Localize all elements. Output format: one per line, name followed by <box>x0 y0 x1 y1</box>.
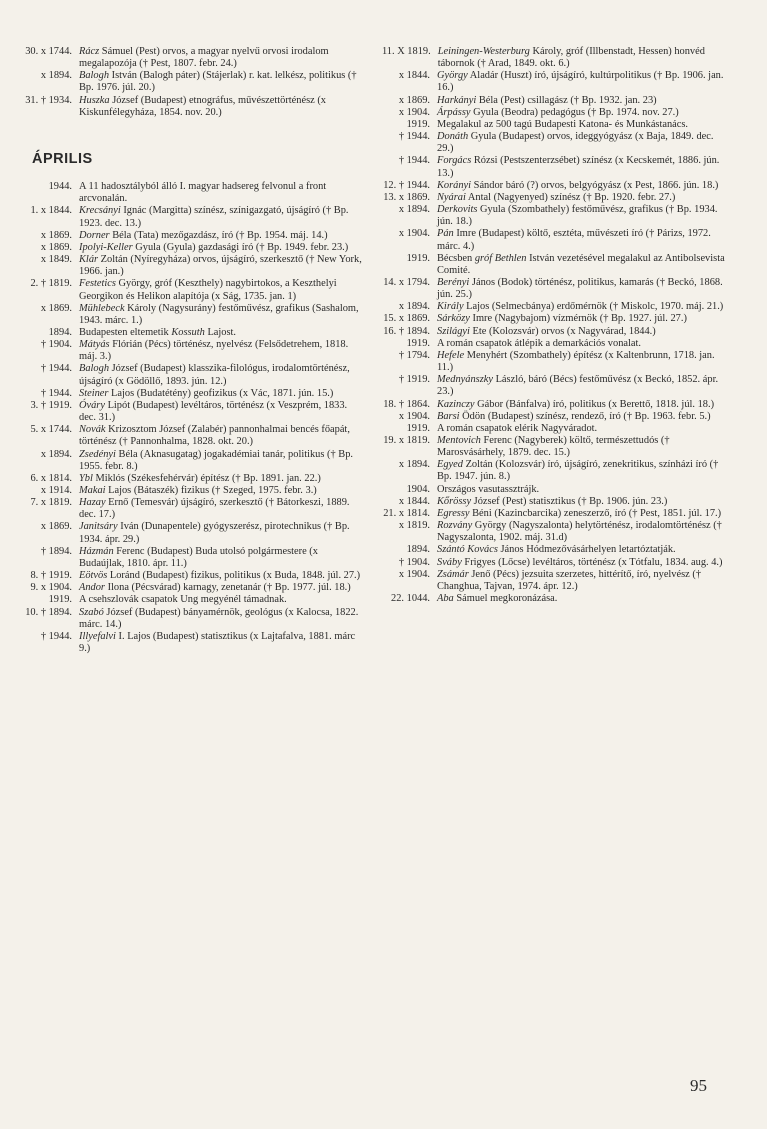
entry-description: László, báró (Bécs) festőművész (x Beckó, 1852. ápr. 23.) <box>437 374 719 398</box>
entry-description: Lajos (Bátaszék) fizikus († Szeged, 1975. febr. 3.) <box>105 485 317 496</box>
chronology-entry <box>24 594 364 606</box>
person-name: Nyárai <box>437 191 466 203</box>
entry-date: 21. x 1814. <box>383 507 430 519</box>
entry-text <box>437 484 727 496</box>
chronology-entry <box>24 521 364 545</box>
chronology-entry <box>382 508 727 520</box>
person-name: Király <box>437 301 464 313</box>
entry-date: 13. x 1869. <box>383 191 430 203</box>
person-name: Korányi <box>437 179 472 191</box>
entry-description: I. Lajos (Budapest) statisztikus (x Lajtafalva, 1881. márc 9.) <box>79 630 356 655</box>
entry-description: Lajost. <box>204 326 237 338</box>
person-name: Zsámár <box>437 568 469 580</box>
entry-text <box>79 631 364 655</box>
entry-date: 11. X 1819. <box>382 46 431 57</box>
entry-description: Ödön (Budapest) színész, rendező, író († Bp. 1963. febr. 5.) <box>459 410 711 422</box>
entry-text <box>79 181 364 205</box>
entry-date: † 1944. <box>398 155 430 167</box>
person-name: Rozvány <box>437 520 473 532</box>
entry-date: x 1914. <box>40 485 72 496</box>
chronology-entry <box>24 46 364 70</box>
chronology-entry <box>24 95 364 119</box>
left-column <box>24 46 364 655</box>
person-name: Janitsáry <box>79 521 118 533</box>
entry-text <box>437 508 727 520</box>
entry-description: Ferenc (Budapest) Buda utolsó polgármestere (x Budaújlak, 1810. ápr. 11.) <box>79 545 318 569</box>
entry-text <box>438 46 727 70</box>
chronology-entry <box>24 278 364 302</box>
person-name: Sárközy <box>437 313 470 325</box>
entry-text <box>79 497 364 521</box>
chronology-entry <box>24 473 364 485</box>
entry-text <box>79 205 364 229</box>
person-name: Forgács <box>437 155 472 167</box>
entry-date: 5. x 1744. <box>30 424 72 436</box>
person-name: gróf Bethlen <box>474 252 527 264</box>
entry-text <box>437 569 727 593</box>
entry-description: Károly, gróf (Illbenstadt, Hessen) honvéd tábornok († Arad, 1849. okt. 6.) <box>437 46 705 70</box>
entry-description: Lajos (Selmecbánya) erdőmérnök († Miskolc, 1970. máj. 21.) <box>463 301 724 313</box>
entry-description: Lajos (Budatétény) geofizikus (x Vác, 1871. jún. 15.) <box>108 387 334 399</box>
chronology-entry <box>382 204 727 228</box>
entry-date: x 1869. <box>40 229 72 241</box>
person-name: Egyed <box>437 459 463 471</box>
person-name: Házmán <box>79 545 114 557</box>
entry-description: József (Budapest) bányamérnök, geológus (x Kalocsa, 1822. márc. 14.) <box>79 606 359 630</box>
entry-text <box>79 400 364 424</box>
person-name: Aba <box>437 593 454 605</box>
entry-text <box>79 95 364 119</box>
entry-date: x 1869. <box>40 521 72 533</box>
entry-text <box>437 411 727 423</box>
entry-text <box>79 254 364 278</box>
person-name: Balogh <box>79 70 110 82</box>
entry-date: † 1944. <box>398 131 430 143</box>
entry-date: x 1894. <box>40 448 72 460</box>
person-name: Ipolyi-Keller <box>79 241 133 253</box>
chronology-entry <box>382 338 727 350</box>
person-name: Derkovits <box>437 204 478 216</box>
entry-date: † 1904. <box>398 556 430 568</box>
entry-description: A 11 hadosztályból álló I. magyar hadsereg felvonul a front arcvonalán. <box>79 181 327 205</box>
entry-text <box>437 228 727 252</box>
entry-description: János Hódmezővásárhelyen letartóztatják. <box>497 544 676 556</box>
entry-text <box>79 327 364 339</box>
chronology-entry <box>24 449 364 473</box>
entry-description: A román csapatok átlépik a demarkációs vonalat. <box>437 337 641 349</box>
person-name: Berényi <box>437 276 470 288</box>
entry-date: 15. x 1869. <box>383 313 430 325</box>
entry-text <box>437 192 727 204</box>
person-name: Dorner <box>79 229 110 241</box>
entry-text <box>79 388 364 400</box>
chronology-entry <box>382 411 727 423</box>
person-name: Hefele <box>437 349 465 361</box>
entry-description: Rózsi (Pestszenterzsébet) színész (x Kecskemét, 1886. jún. 13.) <box>437 155 720 179</box>
chronology-entry <box>24 485 364 497</box>
entry-date: 19. x 1819. <box>383 435 430 446</box>
entry-date: 14. x 1794. <box>383 276 430 288</box>
entry-date: 3. † 1919. <box>30 399 72 411</box>
entry-date: 1944. <box>48 181 72 193</box>
person-name: Szántó Kovács <box>437 544 498 556</box>
entry-description: Gyula (Gyula) gazdasági író († Bp. 1949. febr. 23.) <box>132 241 349 253</box>
chronology-entry <box>382 374 727 398</box>
entry-text <box>437 593 727 605</box>
entry-text <box>79 521 364 545</box>
entry-date: x 1894. <box>398 204 430 216</box>
entry-description: Frigyes (Lőcse) levéltáros, történész (x Tótfalu, 1834. aug. 4.) <box>461 556 723 568</box>
chronology-entry <box>24 607 364 631</box>
entry-date: 1919. <box>406 337 430 349</box>
entry-date: 9. x 1904. <box>30 582 72 594</box>
person-name: Szilágyi <box>437 325 470 337</box>
entry-description: Antal (Nagyenyed) színész († Bp. 1920. febr. 27.) <box>465 191 676 203</box>
chronology-entry <box>382 107 727 119</box>
entry-text <box>437 326 727 338</box>
person-name: Mentovich <box>437 435 481 446</box>
chronology-entry <box>24 181 364 205</box>
person-name: Andor <box>79 582 105 594</box>
entry-text <box>437 155 727 179</box>
chronology-entry <box>24 546 364 570</box>
chronology-entry <box>382 557 727 569</box>
entry-date: 2. † 1819. <box>30 278 72 290</box>
chronology-entry <box>382 192 727 204</box>
entry-date: 18. † 1864. <box>383 398 430 410</box>
entry-date: † 1944. <box>40 387 72 399</box>
entry-date: 1919. <box>406 118 430 130</box>
entry-description: Krizosztom József (Zalabér) pannonhalmai bencés főapát, történész († Pannonhalma, 1828. okt. 20.) <box>79 424 350 448</box>
entry-date: x 1869. <box>40 241 72 253</box>
entry-text <box>437 544 727 556</box>
chronology-entry <box>24 339 364 363</box>
entry-text <box>437 350 727 374</box>
chronology-entry <box>382 313 727 325</box>
entry-text <box>437 301 727 313</box>
entry-date: x 1819. <box>398 520 430 532</box>
entry-description: A csehszlovák csapatok Ung megyénél támadnak. <box>79 594 287 606</box>
entry-date: 22. 1044. <box>391 593 430 605</box>
entry-date: † 1944. <box>40 630 72 642</box>
person-name: Mühlebeck <box>79 302 125 314</box>
chronology-entry <box>382 46 727 70</box>
entry-description: Lipót (Budapest) levéltáros, történész (x Veszprém, 1833. dec. 31.) <box>79 399 348 424</box>
entry-text <box>79 485 364 497</box>
entry-text <box>437 313 727 325</box>
entry-date: † 1894. <box>40 545 72 557</box>
person-name: Óváry <box>79 399 105 411</box>
chronology-entry <box>24 363 364 387</box>
person-name: Steiner <box>79 387 109 399</box>
person-name: György <box>437 70 468 82</box>
person-name: Huszka <box>79 94 110 106</box>
entry-text <box>437 95 727 107</box>
person-name: Ybl <box>79 472 93 484</box>
entry-text <box>79 424 364 448</box>
entry-description: József (Budapest) etnográfus, művészettörténész (x Kiskunfélegyháza, 1854. nov. 20.) <box>79 94 326 118</box>
entry-description: Zoltán (Kolozsvár) író, újságíró, zenekritikus, színházi író († Bp. 1947. jún. 8.) <box>437 459 719 483</box>
entry-date: 1. x 1844. <box>30 205 72 217</box>
right-column <box>382 46 727 605</box>
chronology-entry <box>382 277 727 301</box>
left-entries-top <box>24 46 364 119</box>
person-name: Zsedényi <box>79 448 116 460</box>
entry-description: István vezetésével megalakul az Antibolsevista Comité. <box>437 252 725 276</box>
chronology-entry <box>24 230 364 242</box>
entry-description: Ignác (Margitta) színész, színigazgató, újságíró († Bp. 1923. dec. 13.) <box>79 205 349 229</box>
entry-description: Károly (Nagysurány) festőművész, grafikus (Sashalom, 1943. márc. 1.) <box>79 302 359 326</box>
entry-description: Béla (Aknasugatag) jogakadémiai tanár, politikus († Bp. 1955. febr. 8.) <box>79 448 353 472</box>
entry-text <box>437 119 727 131</box>
chronology-entry <box>24 631 364 655</box>
entry-date: 10. † 1894. <box>25 606 72 618</box>
entry-description: György, gróf (Keszthely) nagybirtokos, a Keszthelyi Georgikon és Helikon alapítója (x Ság, 1735. jan. 1) <box>79 278 337 302</box>
person-name: Klár <box>79 254 99 266</box>
person-name: Festetics <box>79 278 116 290</box>
entry-description: Gyula (Beodra) pedagógus († Bp. 1974. nov. 27.) <box>470 106 679 118</box>
entry-description: György (Nagyszalonta) helytörténész, irodalomtörténész († Nagyszalonta, 1902. máj. 31.d) <box>437 520 722 544</box>
entry-date: 30. x 1744. <box>25 46 72 57</box>
person-name: Szabó <box>79 606 104 618</box>
entry-text <box>437 277 727 301</box>
entry-date: † 1944. <box>40 363 72 375</box>
entry-description: Ferenc (Nagyberek) költő, természettudós († Marosvásárhely, 1879. dec. 15.) <box>437 435 670 459</box>
entry-date: 1919. <box>406 252 430 264</box>
entry-text <box>79 582 364 594</box>
entry-date: x 1894. <box>40 70 72 82</box>
person-name: Árpássy <box>437 106 471 118</box>
page-number: 95 <box>690 1076 707 1095</box>
person-name: Kőrössy <box>437 495 472 507</box>
entry-description: Jenő (Pécs) jezsuita szerzetes, hittérítő, író, nyelvész († Changhua, Tajvan, 1974. ápr. 12.) <box>437 568 702 592</box>
entry-date: x 1904. <box>398 410 430 422</box>
entry-date: x 1894. <box>398 459 430 471</box>
entry-date: x 1844. <box>398 495 430 507</box>
chronology-entry <box>382 484 727 496</box>
chronology-entry <box>24 570 364 582</box>
entry-description: Gyula (Budapest) orvos, ideggyógyász (x Baja, 1849. dec. 29.) <box>437 131 714 155</box>
entry-date: † 1919. <box>398 374 430 386</box>
chronology-entry <box>382 301 727 313</box>
entry-text <box>437 253 727 277</box>
chronology-entry <box>24 400 364 424</box>
entry-date: 6. x 1814. <box>30 472 72 484</box>
entry-date: 1904. <box>406 483 430 495</box>
entry-text <box>79 594 364 606</box>
person-name: Balogh <box>79 363 110 375</box>
entry-text <box>79 449 364 473</box>
chronology-entry <box>382 569 727 593</box>
entry-date: 1894. <box>406 544 430 556</box>
entry-description: István (Balogh páter) (Stájerlak) r. kat. lelkész, politikus († Bp. 1976. júl. 20.) <box>79 70 357 94</box>
entry-description: Országos vasutassztrájk. <box>437 483 540 495</box>
entry-description: Iván (Dunapentele) gyógyszerész, pirotechnikus († Bp. 1934. ápr. 29.) <box>79 521 350 545</box>
entry-text <box>79 363 364 387</box>
person-name: Donáth <box>437 131 469 143</box>
entry-description: Gábor (Bánfalva) író, politikus (x Berettő, 1818. júl. 18.) <box>474 398 715 410</box>
entry-date: x 1869. <box>398 94 430 106</box>
chronology-entry <box>382 131 727 155</box>
person-name: Leiningen-Westerburg <box>437 46 530 57</box>
chronology-entry <box>382 155 727 179</box>
entry-description: Imre (Budapest) költő, esztéta, művészeti író († Párizs, 1972. márc. 4.) <box>437 228 711 252</box>
chronology-entry <box>382 228 727 252</box>
entry-date: 1919. <box>48 594 72 606</box>
chronology-entry <box>24 303 364 327</box>
entry-date: x 1844. <box>398 70 430 82</box>
person-name: Barsi <box>437 410 460 422</box>
entry-text <box>79 473 364 485</box>
entry-text <box>437 496 727 508</box>
chronology-entry <box>382 435 727 459</box>
entry-description: Budapesten eltemetik <box>79 326 172 338</box>
person-name: Sváby <box>437 556 462 568</box>
entry-text <box>437 107 727 119</box>
entry-date: 1919. <box>406 422 430 434</box>
entry-date: x 1849. <box>40 254 72 266</box>
entry-description: József (Pest) statisztikus († Bp. 1906. jún. 23.) <box>471 495 668 507</box>
chronology-entry <box>382 119 727 131</box>
entry-date: x 1894. <box>398 301 430 313</box>
entry-description: Zoltán (Nyíregyháza) orvos, újságíró, szerkesztő († New York, 1966. jan.) <box>79 254 362 278</box>
entry-description: Loránd (Budapest) fizikus, politikus (x Buda, 1848. júl. 27.) <box>107 570 361 582</box>
chronology-entry <box>382 593 727 605</box>
entry-description: Sámuel (Pest) orvos, a magyar nyelvű orvosi irodalom megalapozója († Pest, 1807. febr. 24.) <box>79 46 329 70</box>
chronology-entry <box>24 497 364 521</box>
entry-text <box>437 435 727 459</box>
entry-description: Béla (Tata) mezőgazdász, író († Bp. 1954. máj. 14.) <box>109 229 328 241</box>
entry-text <box>437 180 727 192</box>
entry-description: Ete (Kolozsvár) orvos (x Nagyvárad, 1844.) <box>469 325 656 337</box>
person-name: Egressy <box>437 507 470 519</box>
chronology-entry <box>382 70 727 94</box>
person-name: Eötvös <box>79 570 108 582</box>
chronology-entry <box>382 253 727 277</box>
entry-text <box>79 546 364 570</box>
entry-text <box>437 131 727 155</box>
entry-description: Béla (Pest) csillagász († Bp. 1932. jan. 23) <box>476 94 657 106</box>
entry-date: 12. † 1944. <box>383 179 430 191</box>
entry-text <box>79 303 364 327</box>
entry-description: Miklós (Székesfehérvár) építész († Bp. 1891. jan. 22.) <box>92 472 321 484</box>
entry-text <box>79 46 364 70</box>
entry-date: † 1794. <box>398 349 430 361</box>
person-name: Illyefalvi <box>79 630 116 642</box>
chronology-entry <box>24 327 364 339</box>
entry-date: † 1904. <box>40 339 72 351</box>
entry-text <box>79 278 364 302</box>
entry-description: Ilona (Pécsvárad) karnagy, zenetanár († Bp. 1977. júl. 18.) <box>104 582 351 594</box>
entry-text <box>437 423 727 435</box>
entry-description: Ernő (Temesvár) újságíró, szerkesztő († Bátorkeszi, 1889. dec. 17.) <box>79 497 350 521</box>
chronology-entry <box>24 424 364 448</box>
entry-text <box>79 570 364 582</box>
chronology-entry <box>382 350 727 374</box>
entry-text <box>437 557 727 569</box>
entry-date: x 1869. <box>40 302 72 314</box>
entry-date: x 1904. <box>398 568 430 580</box>
person-name: Hazay <box>79 497 106 509</box>
entry-text <box>79 607 364 631</box>
entry-text <box>437 70 727 94</box>
left-entries-bottom <box>24 181 364 655</box>
chronology-entry <box>24 242 364 254</box>
entry-text <box>437 459 727 483</box>
person-name: Kossuth <box>171 326 205 338</box>
chronology-entry <box>382 459 727 483</box>
person-name: Mednyánszky <box>437 374 493 386</box>
person-name: Kazinczy <box>437 398 475 410</box>
chronology-entry <box>24 254 364 278</box>
entry-description: Sándor báró (?) orvos, belgyógyász (x Pest, 1866. jún. 18.) <box>471 179 719 191</box>
entry-description: Sámuel megkoronázása. <box>453 593 558 605</box>
chronology-entry <box>382 95 727 107</box>
chronology-entry <box>24 205 364 229</box>
entry-description: Flórián (Pécs) történész, nyelvész (Felsődetrehem, 1818. máj. 3.) <box>79 339 349 363</box>
person-name: Rácz <box>79 46 100 57</box>
right-entries <box>382 46 727 605</box>
person-name: Krecsányi <box>79 205 121 217</box>
chronology-entry <box>382 326 727 338</box>
entry-text <box>437 399 727 411</box>
person-name: Mátyás <box>79 339 110 351</box>
entry-description: Megalakul az 500 tagú Budapesti Katona- és Munkástanács. <box>437 118 689 130</box>
entry-date: 31. † 1934. <box>25 94 72 106</box>
chronology-entry <box>382 423 727 435</box>
entry-description: Aladár (Huszt) író, újságíró, kultúrpolitikus († Bp. 1906. jan. 16.) <box>437 70 724 94</box>
person-name: Harkányi <box>437 94 477 106</box>
entry-text <box>437 338 727 350</box>
entry-date: 16. † 1894. <box>383 325 430 337</box>
entry-text <box>79 70 364 94</box>
entry-date: x 1904. <box>398 106 430 118</box>
chronology-entry <box>382 180 727 192</box>
entry-description: Imre (Nagybajom) vízmérnök († Bp. 1927. júl. 27.) <box>469 313 687 325</box>
chronology-entry <box>382 496 727 508</box>
month-heading: ÁPRILIS <box>32 150 93 167</box>
entry-text <box>437 204 727 228</box>
chronology-entry <box>382 544 727 556</box>
chronology-entry <box>24 388 364 400</box>
entry-text <box>79 339 364 363</box>
entry-text <box>437 520 727 544</box>
entry-description: Béni (Kazincbarcika) zeneszerző, író († Pest, 1851. júl. 17.) <box>469 507 722 519</box>
entry-text <box>437 374 727 398</box>
chronology-entry <box>24 582 364 594</box>
entry-description: Bécsben <box>437 252 475 264</box>
person-name: Pán <box>437 228 454 240</box>
entry-text <box>79 242 364 254</box>
entry-description: József (Budapest) klasszika-filológus, irodalomtörténész, újságíró (x Gödöllő, 1893. jún. 12.) <box>79 363 350 387</box>
entry-description: A román csapatok elérik Nagyváradot. <box>437 422 598 434</box>
entry-date: 8. † 1919. <box>30 570 72 582</box>
entry-description: János (Bodok) történész, politikus, kamarás († Beckó, 1868. jún. 25.) <box>437 276 723 301</box>
chronology-entry <box>382 520 727 544</box>
person-name: Novák <box>79 424 106 436</box>
entry-date: 7. x 1819. <box>30 497 72 509</box>
entry-date: 1894. <box>48 326 72 338</box>
entry-date: x 1904. <box>398 228 430 240</box>
chronology-entry <box>24 70 364 94</box>
person-name: Makai <box>79 485 106 496</box>
chronology-entry <box>382 399 727 411</box>
entry-description: Gyula (Szombathely) festőművész, grafikus († Bp. 1934. jún. 18.) <box>437 204 718 228</box>
entry-description: Menyhért (Szombathely) építész (x Kaltenbrunn, 1718. jan. 11.) <box>437 349 715 374</box>
entry-text <box>79 230 364 242</box>
